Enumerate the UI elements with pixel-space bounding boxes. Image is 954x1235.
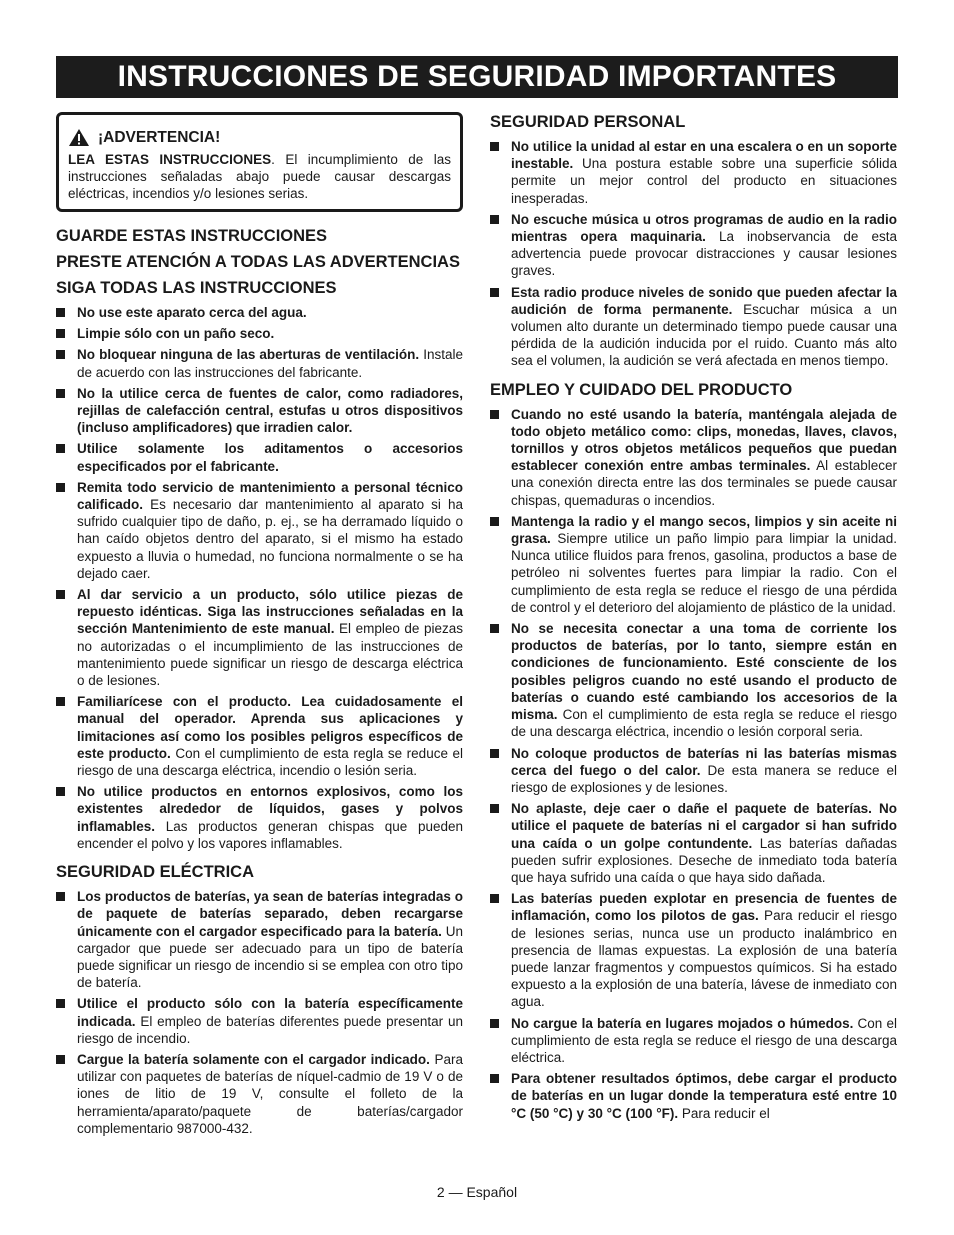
item-bold-text: Remita todo servicio de mantenimiento a personal técnico calificado. [77, 479, 463, 513]
list-item [490, 800, 897, 886]
item-text: Para reducir el [678, 1105, 770, 1121]
item-bold-text: Los productos de baterías, ya sean de baterías integradas o de paquete de baterías separado, deben recargarse únicamente con el cargador especificado para la batería. [77, 889, 463, 939]
bullet-square-icon [490, 517, 499, 526]
item-text: Al establecer una conexión directa entre las dos terminales se puede causar chispas, quemaduras o incendios. [511, 458, 897, 508]
warning-heading [68, 128, 451, 147]
bullet-square-icon [490, 804, 499, 813]
item-bold-text: Limpie sólo con un paño seco. [77, 326, 275, 342]
list-item [56, 783, 463, 852]
bullet-square-icon [490, 215, 499, 224]
item-bold-text: Utilice el producto sólo con la batería específicamente indicada. [77, 996, 463, 1029]
page-title: INSTRUCCIONES DE SEGURIDAD IMPORTANTES [117, 60, 837, 93]
list-item [56, 385, 463, 437]
item-bold-text: No aplaste, deje caer o dañe el paquete de baterías. No utilice el paquete de baterías ni el cargador si han sufrido una caída o un golpe contundente. [511, 801, 897, 851]
warning-text [68, 151, 451, 202]
heading-siga: SIGA TODAS LAS INSTRUCCIONES [56, 279, 337, 297]
empleo-list [490, 406, 897, 1122]
item-text: Las productos generan chispas que pueden encender el polvo y los vapores inflamables. [77, 818, 463, 851]
item-bold-text: Al dar servicio a un producto, sólo utilice piezas de repuesto idénticas. Siga las instrucciones señaladas en la sección Mantenimiento de este manual. [77, 587, 463, 637]
item-bold-text: No coloque productos de baterías ni las baterías mismas cerca del fuego o del calor. [511, 745, 897, 778]
heading-preste: PRESTE ATENCIÓN A TODAS LAS ADVERTENCIAS [56, 253, 460, 271]
item-text: Para utilizar con paquetes de baterías de níquel-cadmio de 19 V o de iones de litio de 19 V, consulte el folleto de la herramienta/aparato/paquete de baterías/cargador complementario 987000-432. [77, 1051, 463, 1136]
bullet-square-icon [56, 787, 65, 796]
bullet-square-icon [56, 483, 65, 492]
personal-list [490, 138, 897, 370]
item-text: Con el cumplimiento de esta regla se reduce el riesgo de una descarga eléctrica. [511, 1015, 897, 1065]
bullet-square-icon [56, 1055, 65, 1064]
item-bold-text: Las baterías pueden explotar en presencia de fuentes de inflamación, como los pilotos de gas. [511, 891, 897, 924]
bullet-square-icon [490, 1074, 499, 1083]
item-bold-text: Para obtener resultados óptimos, debe cargar el producto de baterías en un lugar donde la temperatura esté entre 10 °C (50 °C) y 30 °C (100 °F). [511, 1071, 897, 1121]
list-item [56, 693, 463, 779]
item-bold-text: Familiarícese con el producto. Lea cuidadosamente el manual del operador. Aprenda sus aplicaciones y limitaciones así como los posibles peligros específicos de este producto. [77, 694, 463, 761]
item-bold-text: No cargue la batería en lugares mojados o húmedos. [511, 1015, 854, 1031]
bullet-square-icon [56, 444, 65, 453]
siga-list [56, 304, 463, 852]
item-bold-text: No se necesita conectar a una toma de corriente los productos de baterías, por lo tanto, siempre están en condiciones de funcionamiento. Esté consciente de los posibles peligros cuando no esté usando el producto de baterías o cuando esté cambiando los accesorios de la misma. [511, 621, 897, 723]
list-item [490, 745, 897, 797]
list-item [56, 479, 463, 582]
item-bold-text: No bloquear ninguna de las aberturas de ventilación. [77, 347, 420, 363]
list-item [56, 586, 463, 689]
item-text: Para reducir el riesgo de lesiones serias, nunca use un producto inalámbrico en presencia de llamas expuestas. La explosión de una batería puede lanzar fragmentos y compuestos químicos. Si ha estado expuesto a la explosión de una batería, lávese de inmediato con agua. [511, 908, 897, 1010]
list-item [56, 346, 463, 380]
item-text: Con el cumplimiento de esta regla se reduce el riesgo de una descarga eléctrica, incendio o lesión corporal seria. [511, 707, 897, 740]
item-bold-text: No utilice productos en entornos explosivos, como los existentes alrededor de líquidos, gases y polvos inflamables. [77, 784, 463, 834]
list-item [56, 1051, 463, 1137]
list-item [56, 304, 463, 321]
left-column [56, 112, 463, 1141]
item-bold-text: Mantenga la radio y el mango secos, limpios y sin aceite ni grasa. [511, 513, 897, 547]
list-item [490, 1015, 897, 1067]
right-column [490, 112, 897, 1126]
list-item [490, 890, 897, 1010]
list-item [490, 620, 897, 740]
heading-guarde: GUARDE ESTAS INSTRUCCIONES [56, 227, 328, 245]
item-text: Una postura estable sobre una superficie sólida permite un mejor control del producto en situaciones inesperadas. [511, 156, 897, 206]
list-item [490, 1070, 897, 1122]
bullet-square-icon [56, 389, 65, 398]
heading-electrica: SEGURIDAD ELÉCTRICA [56, 863, 255, 882]
item-bold-text: No use este aparato cerca del agua. [77, 305, 307, 320]
bullet-square-icon [490, 410, 499, 419]
title-bar [56, 56, 898, 98]
item-bold-text: Cuando no esté usando la batería, manténgala alejada de todo objeto metálico como: clips, monedas, llaves, clavos, tornillos y otros objetos metálicos pequeños que puedan establecer conexión entre ambas terminales. [511, 406, 897, 474]
item-bold-text: No utilice la unidad al estar en una escalera o en un soporte inestable. [511, 139, 897, 172]
bullet-square-icon [490, 142, 499, 151]
list-item [56, 995, 463, 1047]
warning-box [56, 112, 463, 212]
bullet-square-icon [490, 894, 499, 903]
item-text: El empleo de piezas no autorizadas o el incumplimiento de las instrucciones de mantenimiento puede significar un riesgo de descarga eléctrica o de lesiones. [77, 621, 463, 689]
bullet-square-icon [490, 624, 499, 633]
item-text: Siempre utilice un paño limpio para limpiar la unidad. Nunca utilice fluidos para frenos, gasolina, productos a base de petróleo ni solventes fuertes para limpiar la radio. Con el cumplimiento de esta regla se reduce el riesgo de una pérdida de control y el deterioro del alojamiento de plástico de la unidad. [511, 531, 897, 615]
page-number: 2 — Español [436, 1184, 518, 1200]
bullet-square-icon [490, 288, 499, 297]
bullet-square-icon [56, 329, 65, 338]
item-text: La inobservancia de esta advertencia puede provocar distracciones y causar lesiones graves. [511, 229, 897, 279]
bullet-square-icon [490, 1019, 499, 1028]
bullet-square-icon [490, 749, 499, 758]
item-bold-text: Cargue la batería solamente con el cargador indicado. [77, 1051, 430, 1067]
item-bold-text: Utilice solamente los aditamentos o accesorios especificados por el fabricante. [77, 441, 463, 474]
item-text: Con el cumplimiento de esta regla se reduce el riesgo de una descarga eléctrica, incendio o lesión seria. [77, 745, 463, 779]
item-text: Escuchar música a un volumen alto durante un determinado tiempo puede causar una pérdida de la audición inducida por el ruido. Cuanto más alto sea el volumen, la audición se verá afectada en menos tiempo. [511, 301, 898, 369]
list-item [490, 138, 897, 207]
list-item [56, 440, 463, 474]
warning-heading-text: ¡ADVERTENCIA! [98, 128, 221, 146]
bullet-square-icon [56, 590, 65, 599]
item-text: Instale de acuerdo con las instrucciones del fabricante. [77, 347, 463, 380]
item-bold-text: No escuche música u otros programas de audio en la radio mientras opera maquinaria. [511, 211, 897, 245]
warning-bold: LEA ESTAS INSTRUCCIONES [68, 152, 272, 167]
heading-empleo: EMPLEO Y CUIDADO DEL PRODUCTO [490, 380, 793, 399]
bullet-square-icon [56, 308, 65, 317]
list-item [490, 284, 897, 370]
item-text: Las baterías dañadas pueden sufrir explosiones. Deseche de inmediato toda batería que haya sufrido una caída o que haya sido dañada. [511, 835, 897, 885]
heading-personal: SEGURIDAD PERSONAL [490, 113, 686, 131]
bullet-square-icon [56, 892, 65, 901]
item-bold-text: Esta radio produce niveles de sonido que pueden afectar la audición de forma permanente. [511, 284, 897, 317]
warning-triangle-icon [68, 128, 90, 147]
list-item [56, 888, 463, 991]
item-text: El empleo de baterías diferentes puede presentar un riesgo de incendio. [77, 1013, 463, 1046]
list-item [56, 325, 463, 342]
item-text: De esta manera se reduce el riesgo de explosiones y de lesiones. [511, 762, 897, 795]
list-item [490, 406, 897, 509]
item-text: Es necesario dar mantenimiento al aparato si ha sufrido cualquier tipo de daño, p. ej., se ha derramado líquido o han caído objetos dentro del aparato, si el mismo ha estado expuesto a lluvia o humedad, no funciona normalmente o se ha dejado caer. [77, 497, 463, 581]
bullet-square-icon [56, 350, 65, 359]
warning-body: . El incumplimiento de las instrucciones señaladas abajo puede causar descargas eléctricas, incendios y/o lesiones serias. [68, 152, 451, 201]
item-bold-text: No la utilice cerca de fuentes de calor, como radiadores, rejillas de calefacción central, estufas u otros dispositivos (incluso amplificadores) que irradien calor. [77, 385, 463, 436]
bullet-square-icon [56, 999, 65, 1008]
list-item [490, 513, 897, 616]
item-text: Un cargador que puede ser adecuado para un tipo de batería puede significar un riesgo de incendio si se emplea con otro tipo de batería. [77, 923, 464, 991]
electrica-list [56, 888, 463, 1137]
list-item [490, 211, 897, 280]
bullet-square-icon [56, 697, 65, 706]
